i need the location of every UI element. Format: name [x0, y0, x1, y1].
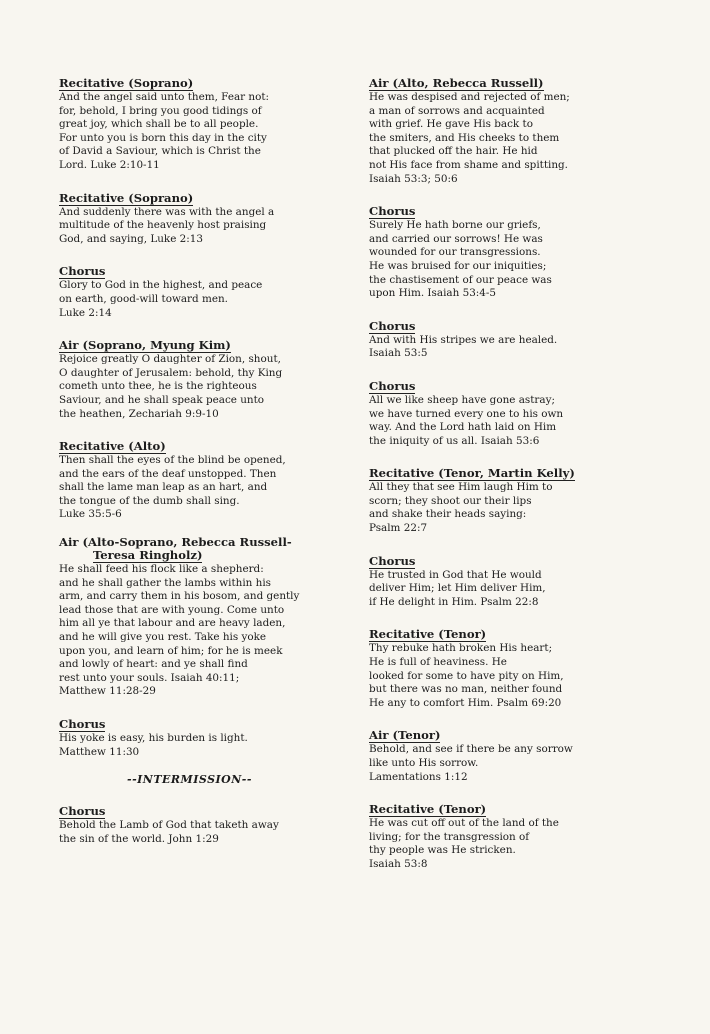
- section-heading: Chorus: [59, 804, 106, 819]
- section-text: He was cut off out of the land of the living; for the transgression of thy people was He stricken. Isaiah 53:8: [369, 817, 559, 870]
- section-heading: Recitative (Soprano): [59, 76, 194, 90]
- section-heading-line2: Teresa Ringholz): [93, 548, 203, 563]
- section-text: Rejoice greatly O daughter of Zion, shout, O daughter of Jerusalem: behold, thy King cometh unto thee, he is the righteous Saviour, and he shall speak peace unto the heathen, Zechariah 9:9-10: [59, 353, 283, 420]
- section-heading: Recitative (Alto): [59, 439, 166, 454]
- section-text: All we like sheep have gone astray; we have turned every one to his own way. And the Lord hath laid on Him the iniquity of us all. Isaiah 53:6: [369, 393, 564, 447]
- section-heading: Recitative (Tenor, Martin Kelly): [369, 466, 575, 481]
- section-text: His yoke is easy, his burden is light. Matthew 11:30: [59, 732, 248, 758]
- section-heading: Air (Alto, Rebecca Russell): [369, 76, 544, 90]
- section-text: He was despised and rejected of men; a man of sorrows and acquainted with grief. He gave His back to the smiters, and His cheeks to them that plucked off the hair. He hid not His face from shame and spitting. Isaiah 53:3; 50:6: [369, 91, 570, 185]
- section-left-3: [59, 260, 331, 320]
- section-heading: Chorus: [369, 553, 416, 568]
- section-left-2: [59, 187, 331, 247]
- section-heading: Chorus: [369, 204, 416, 219]
- left-column: [59, 72, 331, 860]
- section-right-8: [369, 724, 631, 784]
- section-text: And with His stripes we are healed. Isaiah 53:5: [369, 333, 558, 360]
- section-text: All they that see Him laugh Him to scorn; they shoot our their lips and shake their heads saying: Psalm 22:7: [369, 481, 553, 535]
- section-text: And the angel said unto them, Fear not: for, behold, I bring you good tidings of great joy, which shall be to all people. For unto you is born this day in the city of David a Saviour, which is Christ the Lord. Luke 2:10-11: [59, 91, 270, 171]
- section-right-6: [369, 550, 631, 610]
- section-text: He shall feed his flock like a shepherd: and he shall gather the lambs within his arm, and carry them in his bosom, and gently lead those that are with young. Come unto him all ye that labour and are heavy laden, and he will give you rest. Take his yoke upon you, and learn of him; for he is meek and lowly of heart: and ye shall find rest unto your souls. Isaiah 40:11; Matthew 11:28-29: [59, 563, 300, 698]
- section-right-4: [369, 375, 631, 448]
- section-left-6: [59, 536, 331, 699]
- section-left-7: [59, 713, 331, 759]
- section-text: Then shall the eyes of the blind be opened, and the ears of the deaf unstopped. Then shall the lame man leap as an hart, and the tongue of the dumb shall sing. Luke 35:5-6: [59, 454, 286, 521]
- section-heading: [59, 536, 331, 563]
- section-left-1: [59, 72, 331, 173]
- section-heading-line1: Air (Alto-Soprano, Rebecca Russell-: [59, 535, 292, 550]
- intermission-label: --INTERMISSION--: [127, 773, 252, 787]
- section-text: Behold, and see if there be any sorrow like unto His sorrow. Lamentations 1:12: [369, 743, 573, 783]
- section-text: And suddenly there was with the angel a multitude of the heavenly host praising God, and saying, Luke 2:13: [59, 205, 275, 245]
- section-right-2: [369, 200, 631, 301]
- section-right-3: [369, 315, 631, 361]
- section-left-5: [59, 435, 331, 522]
- section-right-1: [369, 72, 631, 186]
- section-right-5: [369, 462, 631, 535]
- section-text: Surely He hath borne our griefs, and carried our sorrows! He was wounded for our transgressions. He was bruised for our iniquities; the chastisement of our peace was upon Him. Isaiah 53:4-5: [369, 219, 552, 300]
- section-heading: Chorus: [369, 378, 416, 393]
- section-heading: Recitative (Tenor): [369, 802, 487, 817]
- section-text: Thy rebuke hath broken His heart; He is full of heaviness. He looked for some to have pity on Him, but there was no man, neither found He any to comfort Him. Psalm 69:20: [369, 642, 564, 709]
- section-right-9: [369, 798, 631, 871]
- section-heading: Air (Soprano, Myung Kim): [59, 338, 231, 353]
- section-heading: Chorus: [369, 318, 416, 333]
- section-heading: Chorus: [59, 264, 106, 279]
- section-heading: Recitative (Soprano): [59, 190, 194, 205]
- section-heading: Chorus: [59, 717, 106, 731]
- section-right-7: [369, 623, 631, 710]
- right-column: [369, 72, 631, 886]
- section-heading: Air (Tenor): [369, 728, 441, 743]
- section-heading: Recitative (Tenor): [369, 627, 487, 642]
- section-text: Behold the Lamb of God that taketh away the sin of the world. John 1:29: [59, 819, 279, 845]
- section-text: He trusted in God that He would deliver Him; let Him deliver Him, if He delight in Him. Psalm 22:8: [369, 568, 546, 608]
- section-left-8: [59, 800, 331, 846]
- section-left-4: [59, 334, 331, 421]
- section-text: Glory to God in the highest, and peace on earth, good-will toward men. Luke 2:14: [59, 279, 263, 319]
